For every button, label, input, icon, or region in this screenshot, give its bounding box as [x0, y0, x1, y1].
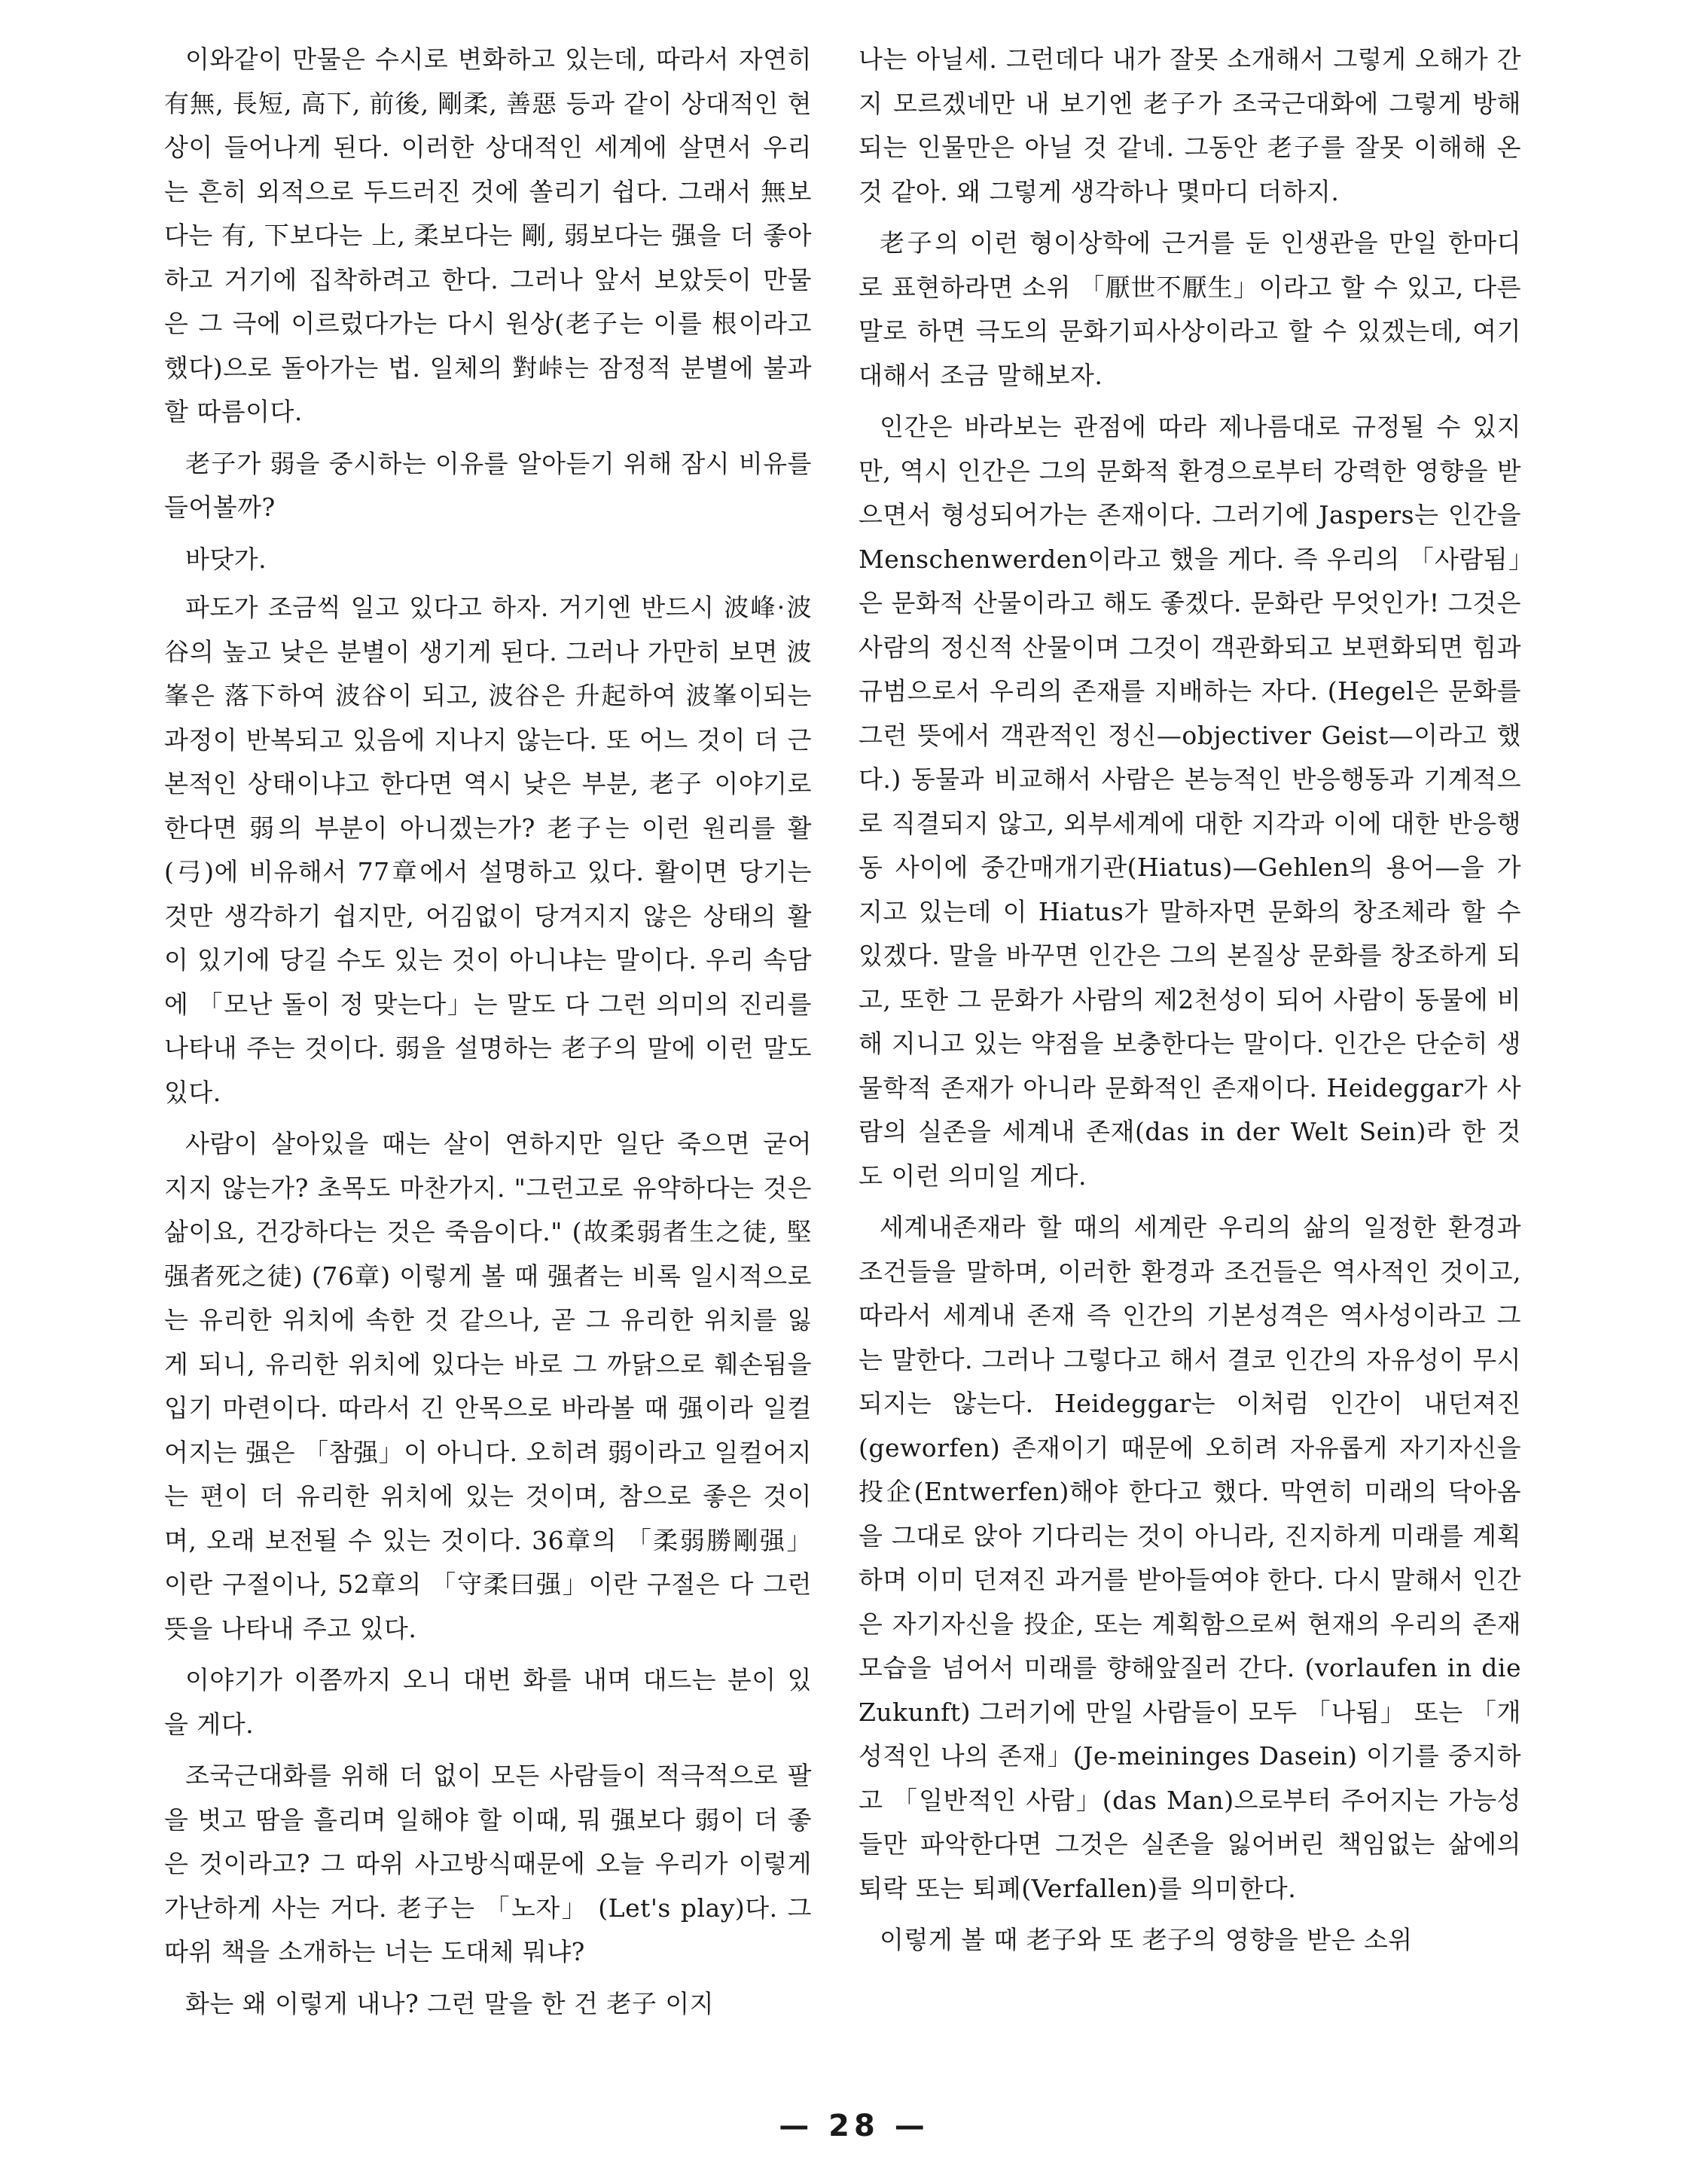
paragraph: 이야기가 이쯤까지 오니 대번 화를 내며 대드는 분이 있을 게다.	[164, 1665, 812, 1739]
paragraph: 조국근대화를 위해 더 없이 모든 사람들이 적극적으로 팔을 벗고 땀을 흘리며 일해야 할 이때, 뭐 强보다 弱이 더 좋은 것이라고? 그 따위 사고방식때문에 오늘 우리가 이렇게 가난하게 사는 거다. 老子는 「노자」 (Let's play)다. 그 따위 책을 소개하는 너는 도대체 뭐냐?	[164, 1761, 812, 1966]
paragraph: 화는 왜 이렇게 내나? 그런 말을 한 건 老子 이지	[185, 1988, 715, 2018]
paragraph: 인간은 바라보는 관점에 따라 제나름대로 규정될 수 있지만, 역시 인간은 그의 문화적 환경으로부터 강력한 영향을 받으면서 형성되어가는 존재이다. 그러기에 Jaspers는 인간을 Menschenwerden이라고 했을 게다. 즉 우리의 「사람됨」은 문화적 산물이라고 해도 좋겠다. 문화란 무엇인가! 그것은 사람의 정신적 산물이며 그것이 객관화되고 보편화되면 힘과 규범으로서 우리의 존재를 지배하는 자다. (Hegel은 문화를 그런 뜻에서 객관적인 정신—objectiver Geist—이라고 했다.) 동물과 비교해서 사람은 본능적인 반응행동과 기계적으로 직결되지 않고, 외부세계에 대한 지각과 이에 대한 반응행동 사이에 중간매개기관(Hiatus)—Gehlen의 용어—을 가지고 있는데 이 Hiatus가 말하자면 문화의 창조체라 할 수 있겠다. 말을 바꾸면 인간은 그의 본질상 문화를 창조하게 되고, 또한 그 문화가 사람의 제2천성이 되어 사람이 동물에 비해 지니고 있는 약점을 보충한다는 말이다. 인간은 단순히 생물학적 존재가 아니라 문화적인 존재이다. Heideggar가 사람의 실존을 세계내 존재(das in der Welt Sein)라 한 것도 이런 의미일 게다.	[859, 412, 1521, 1191]
page-number: — 28 —	[779, 2109, 929, 2143]
paragraph: 바닷가.	[185, 544, 267, 574]
paragraph: 나는 아닐세. 그런데다 내가 잘못 소개해서 그렇게 오해가 간지 모르겠네만 내 보기엔 老子가 조국근대화에 그렇게 방해되는 인물만은 아닐 것 같네. 그동안 老子를 잘못 이해해 온 것 같아. 왜 그렇게 생각하나 몇마디 더하지.	[859, 44, 1521, 206]
paragraph: 사람이 살아있을 때는 살이 연하지만 일단 죽으면 굳어 지지 않는가? 초목도 마찬가지. "그런고로 유약하다는 것은 삶이요, 건강하다는 것은 죽음이다." (故柔弱者生之徒, 堅强者死之徒) (76章) 이렇게 볼 때 强者는 비록 일시적으로는 유리한 위치에 속한 것 같으나, 곧 그 유리한 위치를 잃게 되니, 유리한 위치에 있다는 바로 그 까닭으로 훼손됨을 입기 마련이다. 따라서 긴 안목으로 바라볼 때 强이라 일컬어지는 强은 「참强」이 아니다. 오히려 弱이라고 일컬어지는 편이 더 유리한 위치에 있는 것이며, 참으로 좋은 것이며, 오래 보전될 수 있는 것이다. 36章의 「柔弱勝剛强」이란 구절이나, 52章의 「守柔曰强」이란 구절은 다 그런 뜻을 나타내 주고 있다.	[164, 1129, 812, 1643]
right-column	[859, 38, 1521, 1970]
paragraph: 이와같이 만물은 수시로 변화하고 있는데, 따라서 자연히 有無, 長短, 高下, 前後, 剛柔, 善惡 등과 같이 상대적인 현상이 들어나게 된다. 이러한 상대적인 세계에 살면서 우리는 흔히 외적으로 두드러진 것에 쏠리기 쉽다. 그래서 無보다는 有, 下보다는 上, 柔보다는 剛, 弱보다는 强을 더 좋아하고 거기에 집착하려고 한다. 그러나 앞서 보았듯이 만물은 그 극에 이르렀다가는 다시 원상(老子는 이를 根이라고 했다)으로 돌아가는 법. 일체의 對峠는 잠정적 분별에 불과할 따름이다.	[164, 44, 812, 426]
paragraph: 세계내존재라 할 때의 세계란 우리의 삶의 일정한 환경과 조건들을 말하며, 이러한 환경과 조건들은 역사적인 것이고, 따라서 세계내 존재 즉 인간의 기본성격은 역사성이라고 그는 말한다. 그러나 그렇다고 해서 결코 인간의 자유성이 무시되지는 않는다. Heideggar는 이처럼 인간이 내던져진(geworfen) 존재이기 때문에 오히려 자유롭게 자기자신을 投企(Entwerfen)해야 한다고 했다. 막연히 미래의 닥아옴을 그대로 앉아 기다리는 것이 아니라, 진지하게 미래를 계획하며 이미 던져진 과거를 받아들여야 한다. 다시 말해서 인간은 자기자신을 投企, 또는 계획함으로써 현재의 우리의 존재 모습을 넘어서 미래를 향해앞질러 간다. (vorlaufen in die Zukunft) 그러기에 만일 사람들이 모두 「나됨」 또는 「개성적인 나의 존재」(Je-meininges Dasein) 이기를 중지하고 「일반적인 사람」(das Man)으로부터 주어지는 가능성들만 파악한다면 그것은 실존을 잃어버린 책임없는 삶에의 퇴락 또는 퇴폐(Verfallen)를 의미한다.	[859, 1213, 1522, 1903]
paragraph: 老子의 이런 형이상학에 근거를 둔 인생관을 만일 한마디로 표현하라면 소위 「厭世不厭生」이라고 할 수 있고, 다른 말로 하면 극도의 문화기피사상이라고 할 수 있겠는데, 여기 대해서 조금 말해보자.	[859, 228, 1521, 390]
paragraph: 老子가 弱을 중시하는 이유를 알아듣기 위해 잠시 비유를 들어볼까?	[164, 448, 812, 522]
paragraph: 이렇게 볼 때 老子와 또 老子의 영향을 받은 소위	[880, 1925, 1413, 1954]
left-column	[164, 38, 812, 2033]
paragraph: 파도가 조금씩 일고 있다고 하자. 거기엔 반드시 波峰·波谷의 높고 낮은 분별이 생기게 된다. 그러나 가만히 보면 波峯은 落下하여 波谷이 되고, 波谷은 升起하여 波峯이되는 과정이 반복되고 있음에 지나지 않는다. 또 어느 것이 더 근본적인 상태이냐고 한다면 역시 낮은 부분, 老子 이야기로 한다면 弱의 부분이 아니겠는가? 老子는 이런 원리를 활(弓)에 비유해서 77章에서 설명하고 있다. 활이면 당기는 것만 생각하기 쉽지만, 어김없이 당겨지지 않은 상태의 활이 있기에 당길 수도 있는 것이 아니냐는 말이다. 우리 속담에 「모난 돌이 정 맞는다」는 말도 다 그런 의미의 진리를 나타내 주는 것이다. 弱을 설명하는 老子의 말에 이런 말도 있다.	[164, 593, 812, 1107]
